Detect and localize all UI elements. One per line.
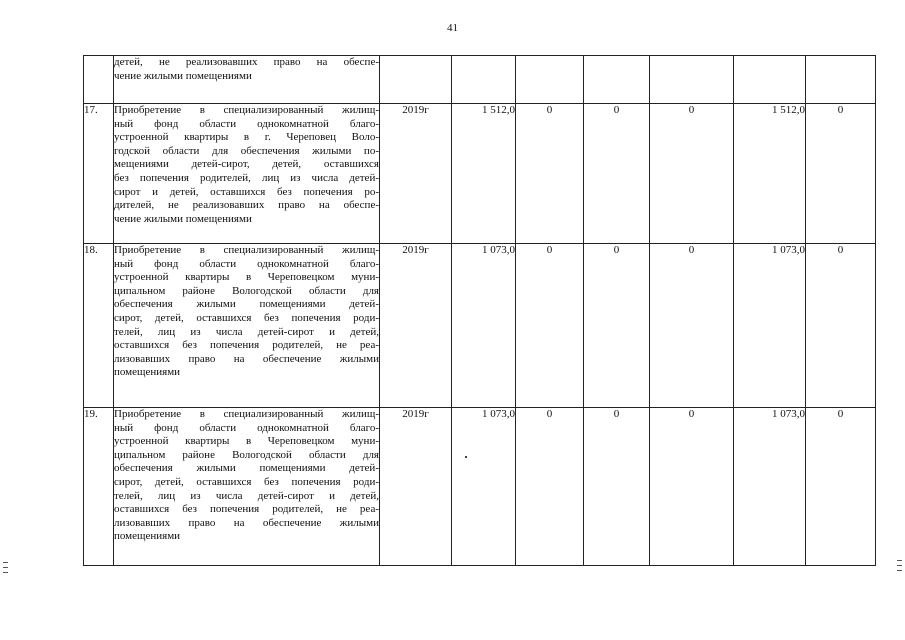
value-cell	[516, 56, 584, 104]
table-row	[84, 104, 876, 244]
desc-line: помещениями	[114, 366, 181, 379]
value-cell: 0	[584, 104, 650, 244]
desc-line: дителей, не реализовавших право на обеспе-	[114, 199, 379, 212]
value-cell: 0	[516, 408, 584, 566]
year-cell: 2019г	[380, 104, 452, 244]
year-cell: 2019г	[380, 244, 452, 408]
desc-line: без попечения родителей, лиц из числа детей-	[114, 171, 379, 184]
total-cell	[452, 56, 516, 104]
total-cell: 1 512,0	[452, 104, 516, 244]
desc-line: оставшихся без попечения родителей, не реа-	[114, 503, 379, 516]
value-cell	[650, 56, 734, 104]
value-cell: 1 073,0	[734, 408, 806, 566]
value-cell: 0	[806, 104, 876, 244]
value-cell: 0	[516, 244, 584, 408]
desc-line: сирот, детей, оставшихся без попечения роди-	[114, 475, 379, 488]
value-cell: 0	[650, 104, 734, 244]
year-cell: 2019г	[380, 408, 452, 566]
scan-margin-mark-left	[3, 562, 8, 580]
desc-line: устроенной квартиры в Череповецком муни-	[114, 435, 379, 448]
desc-line: ципальном районе Вологодской области для	[114, 448, 379, 461]
total-cell: 1 073,0	[452, 408, 516, 566]
desc-line: детей, не реализовавших право на обеспе-	[114, 56, 379, 68]
row-description	[114, 56, 380, 104]
value-cell: 1 073,0	[734, 244, 806, 408]
desc-line: обеспечения жилыми помещениями детей-	[114, 298, 379, 311]
table-row	[84, 244, 876, 408]
desc-line: годской области для обеспечения жилыми по-	[114, 144, 379, 157]
value-cell: 0	[650, 408, 734, 566]
desc-line: лизовавших право на обеспечение жилыми	[114, 352, 379, 365]
year-cell	[380, 56, 452, 104]
desc-line: мещениями детей-сирот, детей, оставшихся	[114, 158, 379, 171]
desc-line: телей, лиц из числа детей-сирот и детей,	[114, 489, 379, 502]
desc-line: Приобретение в специализированный жилищ-	[114, 244, 379, 256]
value-cell: 0	[584, 244, 650, 408]
desc-line: обеспечения жилыми помещениями детей-	[114, 462, 379, 475]
desc-line: чение жилыми помещениями	[114, 212, 252, 225]
desc-line: оставшихся без попечения родителей, не реа-	[114, 339, 379, 352]
desc-line: устроенной квартиры в г. Череповец Воло-	[114, 131, 379, 144]
value-cell	[806, 56, 876, 104]
desc-line: ный фонд области однокомнатной благо-	[114, 421, 379, 434]
row-number: 19.	[84, 408, 114, 566]
value-cell: 1 512,0	[734, 104, 806, 244]
row-number: 18.	[84, 244, 114, 408]
value-cell	[584, 56, 650, 104]
desc-line: лизовавших право на обеспечение жилыми	[114, 516, 379, 529]
desc-line: телей, лиц из числа детей-сирот и детей,	[114, 325, 379, 338]
table-row-continuation	[84, 56, 876, 104]
desc-line: сирот и детей, оставшихся без попечения ро-	[114, 185, 379, 198]
desc-line: Приобретение в специализированный жилищ-	[114, 104, 379, 116]
desc-line: сирот, детей, оставшихся без попечения роди-	[114, 311, 379, 324]
desc-line: Приобретение в специализированный жилищ-	[114, 408, 379, 420]
row-description	[114, 244, 380, 408]
value-cell: 0	[806, 408, 876, 566]
value-cell: 0	[584, 408, 650, 566]
row-number: 17.	[84, 104, 114, 244]
table-row	[84, 408, 876, 566]
row-description	[114, 104, 380, 244]
total-cell: 1 073,0	[452, 244, 516, 408]
scan-speck	[465, 456, 467, 458]
desc-line: ный фонд области однокомнатной благо-	[114, 117, 379, 130]
desc-line: чение жилыми помещениями	[114, 69, 252, 82]
value-cell: 0	[806, 244, 876, 408]
scan-margin-mark-right	[897, 560, 902, 578]
desc-line: устроенной квартиры в Череповецком муни-	[114, 271, 379, 284]
page-number: 41	[447, 22, 458, 34]
value-cell: 0	[650, 244, 734, 408]
value-cell	[734, 56, 806, 104]
desc-line: ципальном районе Вологодской области для	[114, 284, 379, 297]
desc-line: помещениями	[114, 530, 181, 543]
desc-line: ный фонд области однокомнатной благо-	[114, 257, 379, 270]
value-cell: 0	[516, 104, 584, 244]
row-description	[114, 408, 380, 566]
row-number	[84, 56, 114, 104]
document-table	[83, 55, 876, 566]
